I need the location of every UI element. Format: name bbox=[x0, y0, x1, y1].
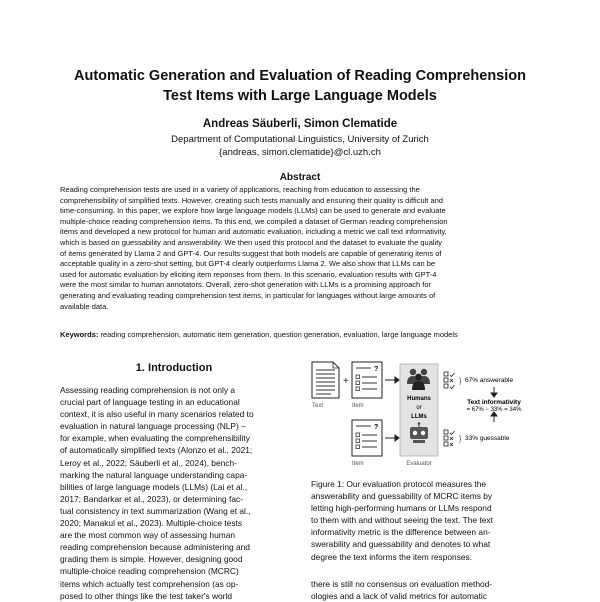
intro-line: posed to other things like the test taker's world bbox=[60, 590, 232, 601]
abstract-line: items and developed a new protocol for human and automatic evaluation, including a metric we call text informativity, bbox=[60, 227, 447, 237]
abstract-line: time-consuming. In this paper, we explore how large language models (LLMs) can be used to generate and evaluate bbox=[60, 206, 446, 216]
section-heading-introduction: 1. Introduction bbox=[135, 362, 213, 374]
email: {andreas, simon.clematide}@cl.uzh.ch bbox=[219, 146, 381, 158]
label-answerable: 67% answerable bbox=[465, 377, 514, 384]
abstract-line: available data. bbox=[60, 301, 109, 311]
intro-line: context, it is also useful in many scenarios related to bbox=[60, 409, 254, 420]
keywords bbox=[60, 330, 531, 341]
introduction-body bbox=[60, 384, 288, 602]
intro-line: Leroy et al., 2022; Säuberli et al., 2024), bench- bbox=[60, 457, 237, 468]
title-line-1: Automatic Generation and Evaluation of Reading Comprehension bbox=[74, 68, 526, 84]
figure-1-caption bbox=[311, 478, 539, 563]
caption-line: answerability and guessability of MCRC items by bbox=[311, 491, 493, 502]
abstract-line: multiple-choice reading comprehension items. To this end, we compiled a dataset of German reading comprehension bbox=[60, 216, 448, 226]
label-informativity: Text informativity bbox=[467, 399, 521, 406]
caption-line: swerability and guessability and denotes to what bbox=[311, 539, 491, 550]
label-humans: Humans bbox=[407, 396, 431, 402]
label-or: or bbox=[416, 405, 422, 411]
affiliation-block bbox=[40, 134, 560, 159]
intro-line: of automatically simplified texts (Alonzo et al., 2021; bbox=[60, 445, 253, 456]
label-item-top: Item bbox=[352, 403, 364, 409]
right-column-body bbox=[311, 578, 539, 602]
label-item-bottom: Item bbox=[352, 461, 364, 467]
figure-1-diagram bbox=[307, 360, 542, 470]
intro-line: bilities of large language models (LLMs) (Lai et al., bbox=[60, 481, 248, 492]
intro-line: are the most common way of assessing human bbox=[60, 530, 236, 541]
label-formula: = 67% − 33% = 34% bbox=[466, 407, 522, 413]
plus-symbol: + bbox=[343, 376, 349, 387]
brace-bottom: } bbox=[459, 436, 462, 443]
abstract-line: Reading comprehension tests are used in a variety of applications, reaching from education to assessing the bbox=[60, 185, 420, 194]
caption-line: informativity metric is the difference between an- bbox=[311, 527, 491, 538]
intro-line: for example, when evaluating the comprehensibility bbox=[60, 433, 250, 444]
label-guessable: 33% guessable bbox=[465, 435, 510, 442]
intro-line: crucial part of language testing in an educational bbox=[60, 397, 240, 408]
intro-line: 2020; Manakul et al., 2023). Multiple-choice tests bbox=[60, 518, 243, 529]
intro-line: grading them is simple. However, designing good bbox=[60, 554, 243, 565]
abstract-line: comprehensibility of simplified texts. However, creating such tests manually and ensuring their quality is difficult and bbox=[60, 195, 443, 205]
text-document-icon bbox=[312, 362, 339, 398]
intro-line: evaluation in natural language processing (NLP) – bbox=[60, 421, 246, 432]
intro-line: 2017; Bandarkar et al., 2023), or determining fac- bbox=[60, 493, 243, 504]
responses-top bbox=[444, 372, 455, 389]
responses-bottom bbox=[444, 430, 455, 446]
intro-line: reading comprehension because administering and bbox=[60, 542, 250, 553]
label-llms: LLMs bbox=[411, 414, 427, 420]
authors: Andreas Säuberli, Simon Clematide bbox=[202, 118, 398, 130]
abstract-line: generating and evaluating reading comprehension test items, in particular for languages without large amounts of bbox=[60, 290, 436, 300]
abstract-line: of items generated by Llama 2 and GPT-4. Our results suggest that both models are capable of generating items of bbox=[60, 248, 442, 258]
label-evaluator: Evaluator bbox=[406, 461, 432, 467]
caption-line: to them with and without seeing the text. The text bbox=[311, 515, 493, 526]
affiliation: Department of Computational Linguistics, University of Zurich bbox=[171, 134, 429, 145]
question-mark-icon: ? bbox=[374, 424, 379, 431]
item-icon-top bbox=[352, 362, 382, 398]
intro-line: multiple-choice reading comprehension (MCRC) bbox=[60, 566, 239, 577]
abstract-body bbox=[60, 185, 531, 312]
intro-line: marking the natural language understanding capa- bbox=[60, 469, 248, 480]
abstract-line: used for automatic evaluation by eliciting item reponses from them. In this scenario, evaluation results with GPT-4 bbox=[60, 269, 437, 279]
body-line: ologies and a lack of valid metrics for automatic bbox=[311, 591, 487, 602]
intro-line: Assessing reading comprehension is not only a bbox=[60, 385, 236, 395]
abstract-heading: Abstract bbox=[279, 172, 321, 183]
intro-line: items which actually test comprehension (as op- bbox=[60, 578, 239, 589]
caption-line: degree the text informs the item responses. bbox=[311, 551, 473, 562]
abstract-line: acceptable quality in a zero-shot setting, but GPT-4 clearly outperforms Llama 2. We also show that LLMs can be bbox=[60, 259, 436, 269]
abstract-line: which is based on guessability and answerability. We then used this protocol and the dataset to evaluate the quality bbox=[60, 237, 443, 247]
keywords-text: reading comprehension, automatic item generation, question generation, evaluation, large language models bbox=[100, 330, 458, 339]
label-text: Text bbox=[312, 403, 324, 409]
caption-line: Figure 1: Our evaluation protocol measures the bbox=[311, 479, 487, 489]
caption-line: letting high-performing humans or LLMs respond bbox=[311, 503, 492, 514]
brace-top: } bbox=[459, 378, 462, 385]
intro-line: tual consistency in text summarization (Wang et al., bbox=[60, 505, 251, 516]
body-line: there is still no consensus on evaluation method- bbox=[311, 579, 493, 589]
abstract-line: were the most similar to human annotators. Overall, zero-shot generation with LLMs is a promising approach for bbox=[60, 280, 432, 290]
keywords-label: Keywords: bbox=[60, 330, 99, 339]
paper-title bbox=[40, 66, 560, 106]
question-mark-icon: ? bbox=[374, 366, 379, 373]
item-icon-bottom bbox=[352, 420, 382, 456]
title-line-2: Test Items with Large Language Models bbox=[163, 88, 437, 104]
